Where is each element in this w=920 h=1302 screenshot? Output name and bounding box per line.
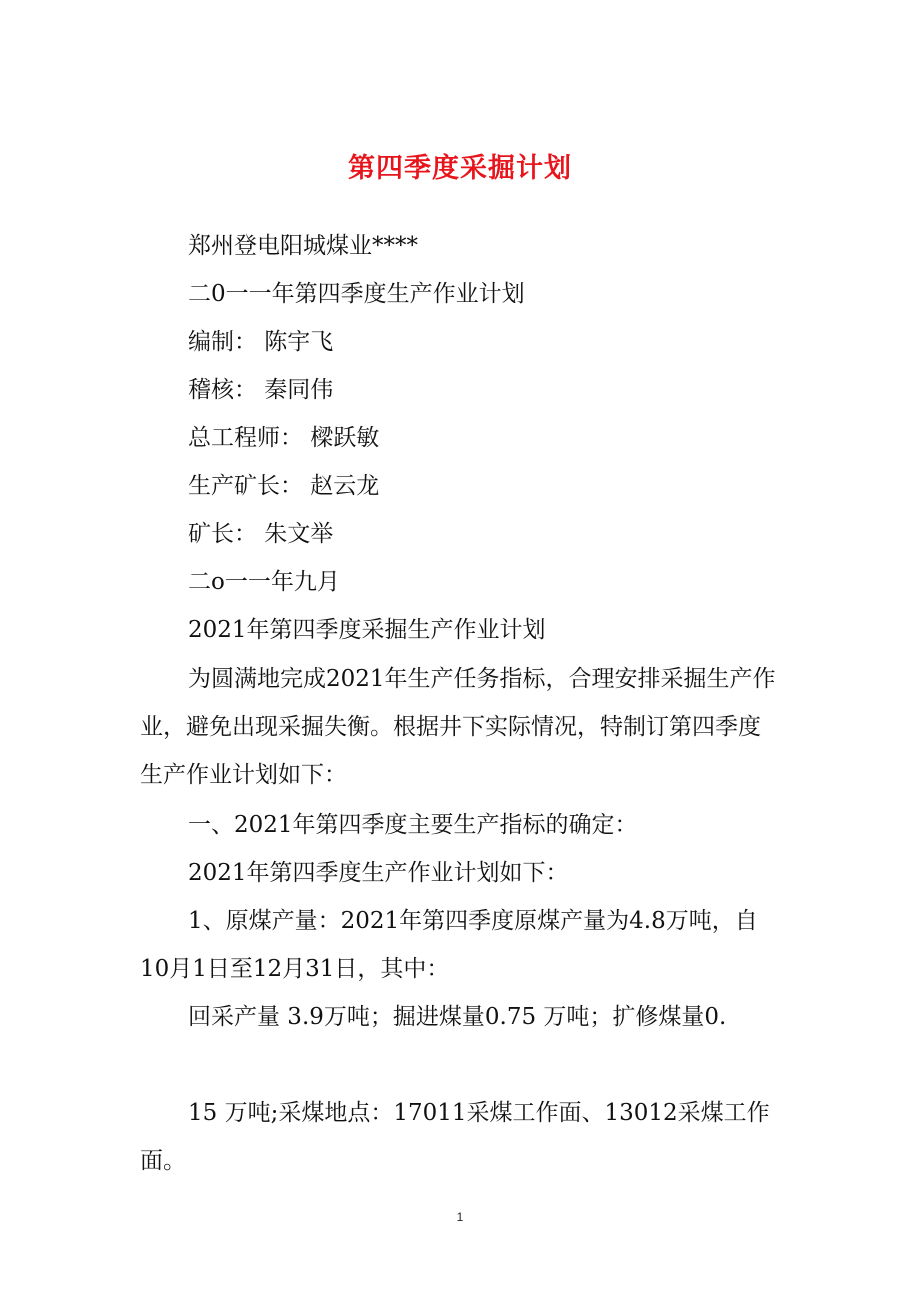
page-number: 1	[456, 1210, 464, 1224]
document-title: 第四季度采掘计划	[348, 153, 572, 184]
plan-subtitle: 2021年第四季度采掘生产作业计划	[188, 617, 546, 643]
plan-date: 二o一一年九月	[188, 569, 340, 595]
mine-director: 矿长： 朱文举	[188, 521, 334, 547]
reviewed-by: 稽核： 秦同伟	[188, 377, 334, 403]
item-1-text: 1、原煤产量：2021年第四季度原煤产量为4.8万吨，自10月1日至12月31日，其中：	[140, 908, 758, 982]
section-1-subheading: 2021年第四季度生产作业计划如下：	[188, 860, 569, 886]
plan-name: 二0一一年第四季度生产作业计划	[188, 281, 525, 307]
item-1-paragraph	[140, 897, 782, 993]
production-director: 生产矿长： 赵云龙	[188, 473, 380, 499]
item-1-continuation-paragraph	[140, 1089, 782, 1185]
chief-engineer: 总工程师： 樑跃敏	[188, 425, 380, 451]
company-name: 郑州登电阳城煤业****	[188, 233, 418, 259]
item-1-detail-text: 回采产量 3.9万吨；掘进煤量0.75 万吨；扩修煤量0.	[188, 1004, 727, 1030]
compiled-by: 编制： 陈宇飞	[188, 329, 334, 355]
section-heading-1: 一、2021年第四季度主要生产指标的确定：	[188, 812, 638, 838]
intro-text: 为圆满地完成2021年生产任务指标，合理安排采掘生产作业，避免出现采掘失衡。根据井下实际情况，特制订第四季度生产作业计划如下：	[140, 666, 776, 788]
intro-paragraph	[140, 655, 782, 799]
item-1-continuation-text: 15 万吨;采煤地点：17011采煤工作面、13012采煤工作面。	[140, 1100, 770, 1174]
item-1-detail-paragraph	[140, 993, 782, 1041]
